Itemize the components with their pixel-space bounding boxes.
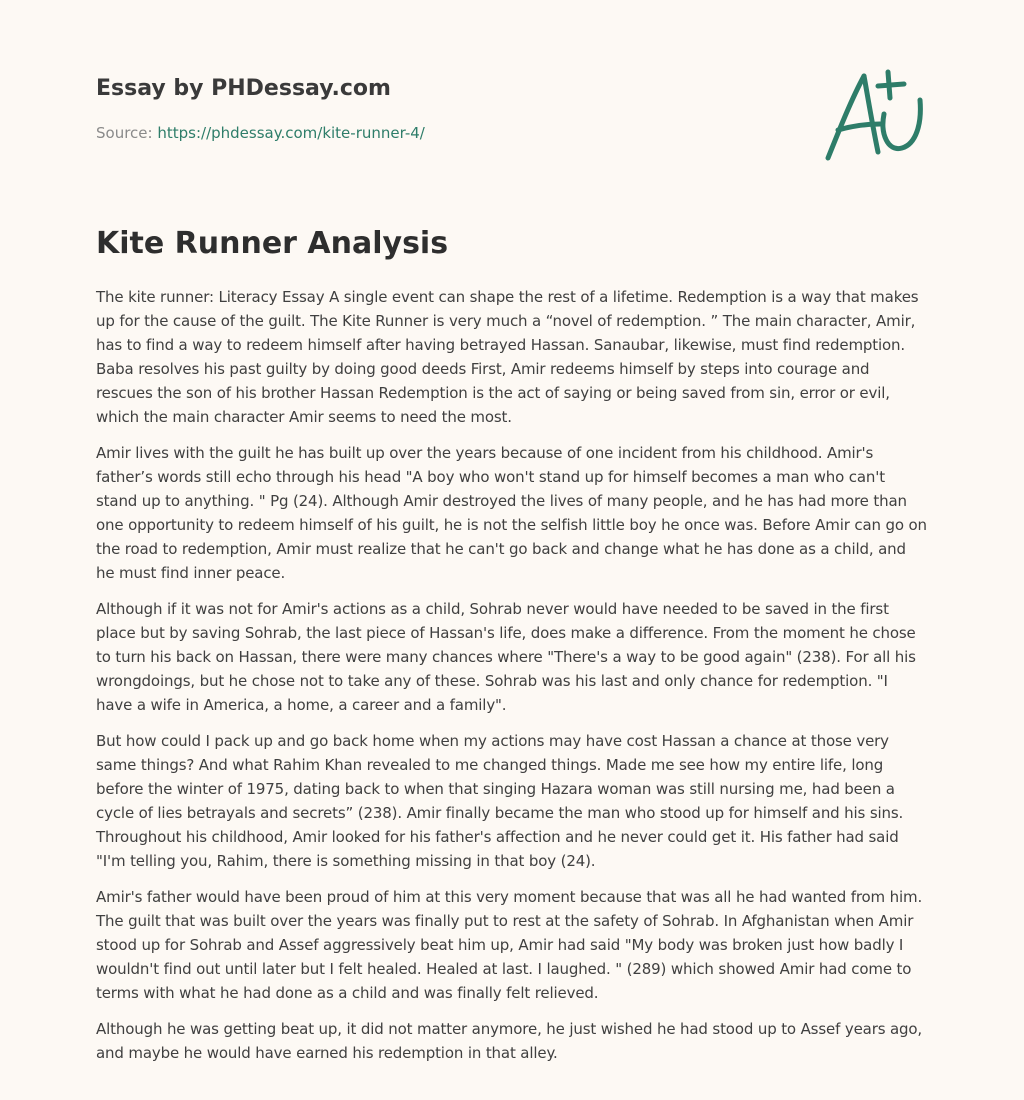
essay-paragraph: Amir lives with the guilt he has built up over the years because of one incident from his childhood. Amir's father’s words still echo through his head "A boy who won't stand up for himself becomes a man who can't stand up to anything. " Pg (24). Although Amir destroyed the lives of many people, and he has had more than one opportunity to redeem himself of his guilt, he is not the selfish little boy he once was. Before Amir can go on the road to redemption, Amir must realize that he can't go back and change what he has done as a child, and he must find inner peace. <box>96 444 927 582</box>
source-label: Source: <box>96 124 153 142</box>
a-plus-logo-icon <box>822 68 928 164</box>
essay-title: Kite Runner Analysis <box>96 226 449 261</box>
essay-paragraph: The kite runner: Literacy Essay A single event can shape the rest of a lifetime. Redemption is a way that makes up for the cause of the guilt. The Kite Runner is very much a “novel of redemption. ” The main character, Amir, has to find a way to redeem himself after having betrayed Hassan. Sanaubar, likewise, must find redemption. Baba resolves his past guilty by doing good deeds First, Amir redeems himself by steps into courage and rescues the son of his brother Hassan Redemption is the act of saying or being saved from sin, error or evil, which the main character Amir seems to need the most. <box>96 288 919 426</box>
essay-body <box>96 285 928 1077</box>
essay-paragraph: Amir's father would have been proud of him at this very moment because that was all he had wanted from him. The guilt that was built over the years was finally put to rest at the safety of Sohrab. In Afghanistan when Amir stood up for Sohrab and Assef aggressively beat him up, Amir had said "My body was broken just how badly I wouldn't find out until later but I felt healed. Healed at last. I laughed. " (289) which showed Amir had come to terms with what he had done as a child and was finally felt relieved. <box>96 888 923 1002</box>
essay-paragraph: Although if it was not for Amir's actions as a child, Sohrab never would have needed to be saved in the first place but by saving Sohrab, the last piece of Hassan's life, does make a difference. From the moment he chose to turn his back on Hassan, there were many chances where "There's a way to be good again" (238). For all his wrongdoings, but he chose not to take any of these. Sohrab was his last and only chance for redemption. "I have a wife in America, a home, a career and a family". <box>96 600 916 714</box>
source-link[interactable]: https://phdessay.com/kite-runner-4/ <box>157 124 425 142</box>
essay-paragraph: Although he was getting beat up, it did not matter anymore, he just wished he had stood up to Assef years ago, and maybe he would have earned his redemption in that alley. <box>96 1020 923 1062</box>
essay-paragraph: But how could I pack up and go back home when my actions may have cost Hassan a chance at those very same things? And what Rahim Khan revealed to me changed things. Made me see how my entire life, long before the winter of 1975, dating back to when that singing Hazara woman was still nursing me, had been a cycle of lies betrayals and secrets” (238). Amir finally became the man who stood up for himself and his sins. Throughout his childhood, Amir looked for his father's affection and he never could get it. His father had said "I'm telling you, Rahim, there is something missing in that boy (24). <box>96 732 904 870</box>
site-title: Essay by PHDessay.com <box>96 76 391 101</box>
source-line <box>96 124 425 142</box>
